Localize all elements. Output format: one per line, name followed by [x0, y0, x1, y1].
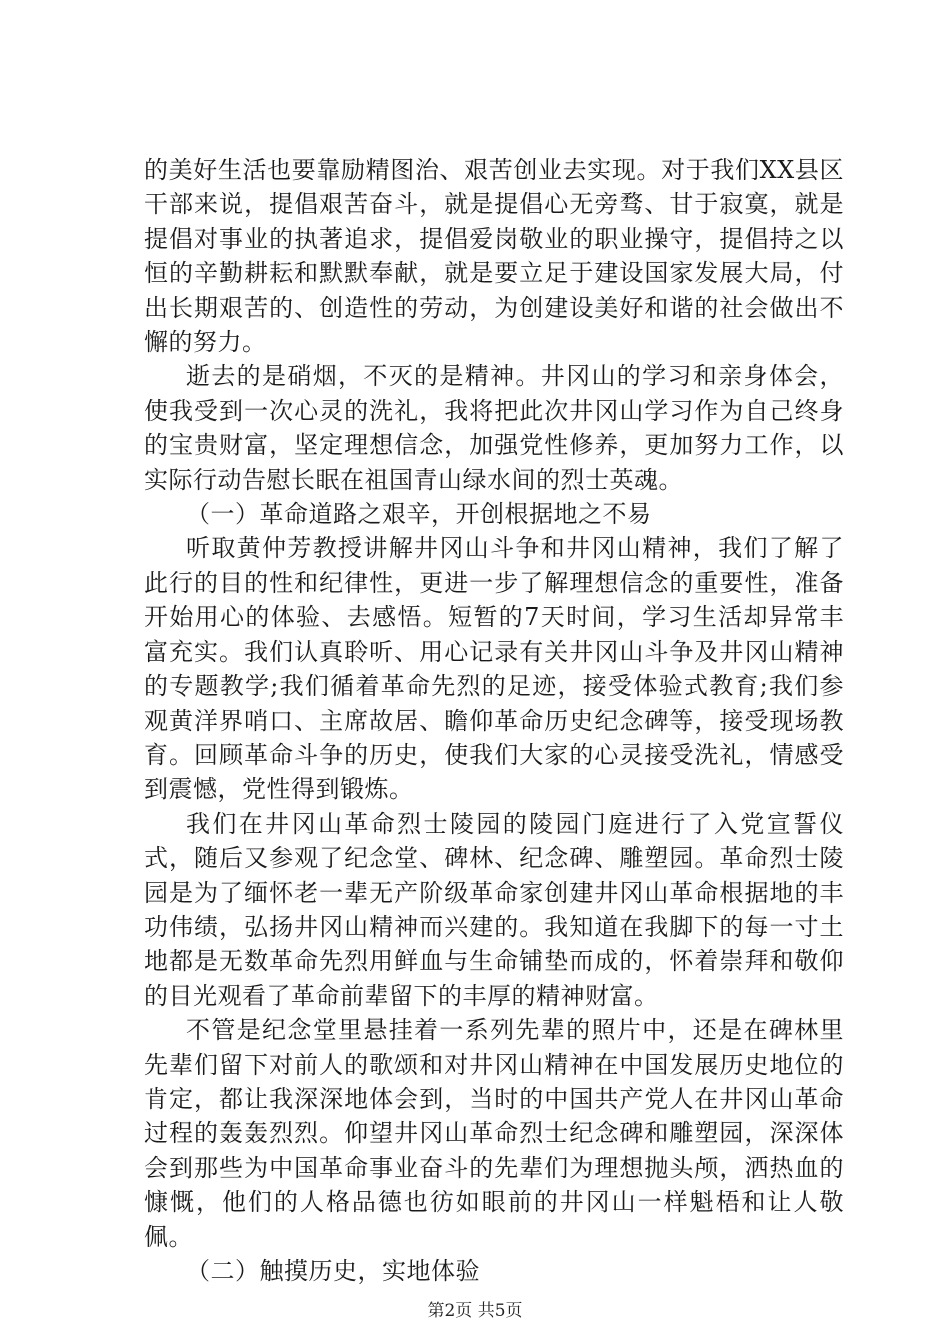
paragraph-continuation: 的美好生活也要靠励精图治、艰苦创业去实现。对于我们XX县区干部来说，提倡艰苦奋斗，就是提倡心无旁骛、甘于寂寞，就是提倡对事业的执著追求，提倡爱岗敬业的职业操守，提倡持之以恒的辛勤耕耘和默默奉献，就是要立足于建设国家发展大局，付出长期艰苦的、创造性的劳动，为创建设美好和谐的社会做出不懈的努力。 — [144, 156, 844, 357]
section-heading-2: （二）触摸历史，实地体验 — [186, 1257, 480, 1285]
paragraph-cemetery: 我们在井冈山革命烈士陵园的陵园门庭进行了入党宣誓仪式，随后又参观了纪念堂、碑林、纪念碑、雕塑园。革命烈士陵园是为了缅怀老一辈无产阶级革命家创建井冈山革命根据地的丰功伟绩，弘扬井冈山精神而兴建的。我知道在我脚下的每一寸土地都是无数革命先烈用鲜血与生命铺垫而成的，怀着崇拜和敬仰的目光观看了革命前辈留下的丰厚的精神财富。 — [144, 809, 844, 1010]
paragraph-reflection: 逝去的是硝烟，不灭的是精神。井冈山的学习和亲身体会，使我受到一次心灵的洗礼，我将把此次井冈山学习作为自己终身的宝贵财富，坚定理想信念，加强党性修养，更加努力工作，以实际行动告慰长眠在祖国青山绿水间的烈士英魂。 — [144, 362, 844, 494]
page-footer: 第2页 共5页 — [427, 1301, 523, 1321]
section-heading-1: （一）革命道路之艰辛，开创根据地之不易 — [186, 500, 652, 529]
document-body — [144, 153, 844, 1288]
paragraph-memorial-hall: 不管是纪念堂里悬挂着一系列先辈的照片中，还是在碑林里先辈们留下对前人的歌颂和对井冈山精神在中国发展历史地位的肯定，都让我深深地体会到，当时的中国共产党人在井冈山革命过程的轰轰烈烈。仰望井冈山革命烈士纪念碑和雕塑园，深深体会到那些为中国革命事业奋斗的先辈们为理想抛头颅，洒热血的慷慨，他们的人格品德也彷如眼前的井冈山一样魁梧和让人敬佩。 — [144, 1016, 844, 1251]
paragraph-lecture: 听取黄仲芳教授讲解井冈山斗争和井冈山精神，我们了解了此行的目的性和纪律性，更进一步了解理想信念的重要性，准备开始用心的体验、去感悟。短暂的7天时间，学习生活却异常丰富充实。我们认真聆听、用心记录有关井冈山斗争及井冈山精神的专题教学;我们循着革命先烈的足迹，接受体验式教育;我们参观黄洋界哨口、主席故居、瞻仰革命历史纪念碑等，接受现场教育。回顾革命斗争的历史，使我们大家的心灵接受洗礼，情感受到震憾，党性得到锻炼。 — [144, 534, 844, 804]
